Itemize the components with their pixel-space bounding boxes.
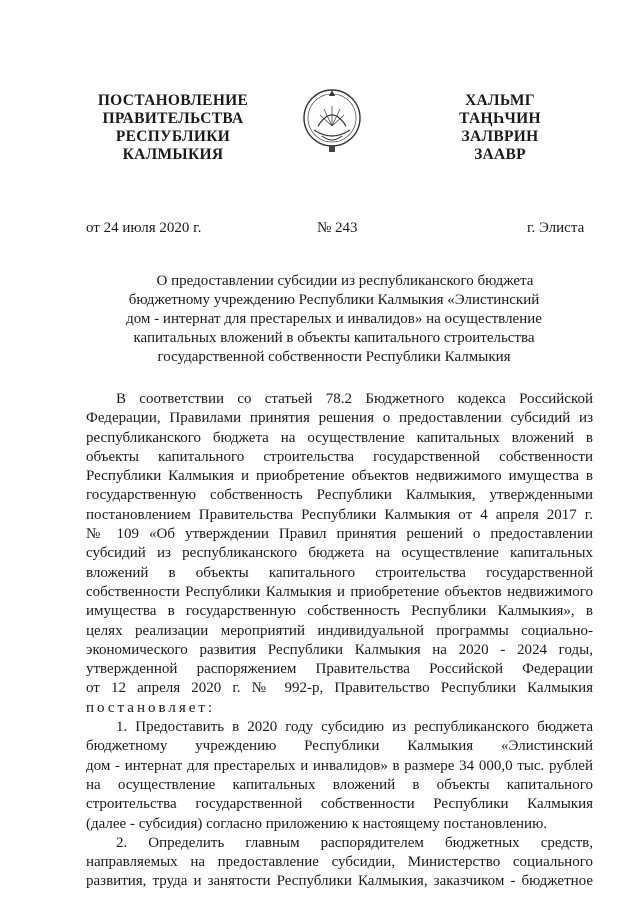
document-title — [118, 272, 550, 367]
body-line: на осуществление капитальных вложений в объекты капитального — [86, 776, 593, 793]
header-left-block — [88, 92, 258, 164]
header-left-line: КАЛМЫКИЯ — [122, 146, 224, 163]
document-body — [86, 390, 593, 892]
document-number: № 243 — [317, 220, 358, 236]
body-line: вложений в объекты капитального строительства государственной — [86, 564, 593, 581]
body-line: государственную собственность Республики Калмыкия, утвержденными — [86, 487, 593, 504]
title-line: дом - интернат для престарелых и инвалидов» на осуществление — [126, 311, 542, 327]
body-line: (далее - субсидия) согласно приложению к настоящему постановлению. — [86, 815, 548, 832]
header-left-line: ПОСТАНОВЛЕНИЕ — [97, 92, 249, 109]
body-line: имущества в государственную собственность Республики Калмыкия», в — [86, 603, 593, 620]
document-city: г. Элиста — [527, 220, 585, 236]
header-left-line: ПРАВИТЕЛЬСТВА — [102, 110, 244, 127]
document-date: от 24 июля 2020 г. — [86, 220, 202, 236]
coat-of-arms-emblem-icon — [300, 82, 364, 154]
header-right-line: ТАҢҺЧИН — [459, 110, 541, 127]
body-line: развития, труда и занятости Республики Калмыкия, заказчиком - бюджетное — [86, 873, 593, 890]
body-line: субсидий из республиканского бюджета на осуществление капитальных — [86, 545, 593, 562]
body-line: постановлением Правительства Республики Калмыкия от 4 апреля 2017 г. — [86, 506, 593, 523]
body-line: дом - интернат для престарелых и инвалидов» в размере 34 000,0 тыс. рублей — [86, 757, 593, 774]
body-line: бюджетному учреждению Республики Калмыкия «Элистинский — [86, 738, 593, 755]
title-line: государственной собственности Республики Калмыкия — [157, 349, 511, 365]
body-line: Республики Калмыкия и приобретение объектов недвижимого имущества в — [86, 468, 593, 485]
title-line: капитальных вложений в объекты капитального строительства — [133, 330, 535, 346]
body-line: 2. Определить главным распорядителем бюджетных средств, — [116, 834, 593, 851]
header-right-line: ЗААВР — [474, 146, 526, 163]
body-line: В соответствии со статьей 78.2 Бюджетного кодекса Российской — [116, 391, 593, 407]
header-right-line: ХАЛЬМГ — [465, 92, 535, 109]
body-line: направляемых на предоставление субсидии, Министерство социального — [86, 854, 593, 871]
body-line: Федерации, Правилами принятия решения о предоставлении субсидий из — [86, 410, 593, 427]
title-line: О предоставлении субсидии из республиканского бюджета — [156, 273, 534, 289]
body-line: собственности Республики Калмыкия и приобретение объектов недвижимого — [86, 583, 593, 600]
header-right-line: ЗАЛВРИН — [461, 128, 539, 145]
body-line: республиканского бюджета на осуществление капитальных вложений в — [86, 429, 593, 446]
body-line: экономического развития Республики Калмыкия на 2020 - 2024 годы, — [86, 641, 593, 658]
body-line: 1. Предоставить в 2020 году субсидию из республиканского бюджета — [116, 719, 593, 736]
body-line: утвержденной распоряжением Правительства Российской Федерации — [86, 661, 593, 678]
title-line: бюджетному учреждению Республики Калмыкия «Элистинский — [128, 292, 540, 308]
body-line: № 109 «Об утверждении Правил принятия решений о предоставлении — [86, 526, 593, 543]
body-line: целях реализации мероприятий индивидуальной программы социально- — [86, 622, 593, 639]
body-line: от 12 апреля 2020 г. № 992-р, Правительство Республики Калмыкия — [86, 680, 593, 697]
body-line: строительства государственной собственности Республики Калмыкия — [86, 796, 593, 813]
header-left-line: РЕСПУБЛИКИ — [115, 128, 231, 145]
header-right-block — [440, 92, 560, 164]
body-line: объекты капитального строительства государственной собственности — [86, 448, 593, 465]
body-line-decree: постановляет: — [86, 699, 216, 716]
